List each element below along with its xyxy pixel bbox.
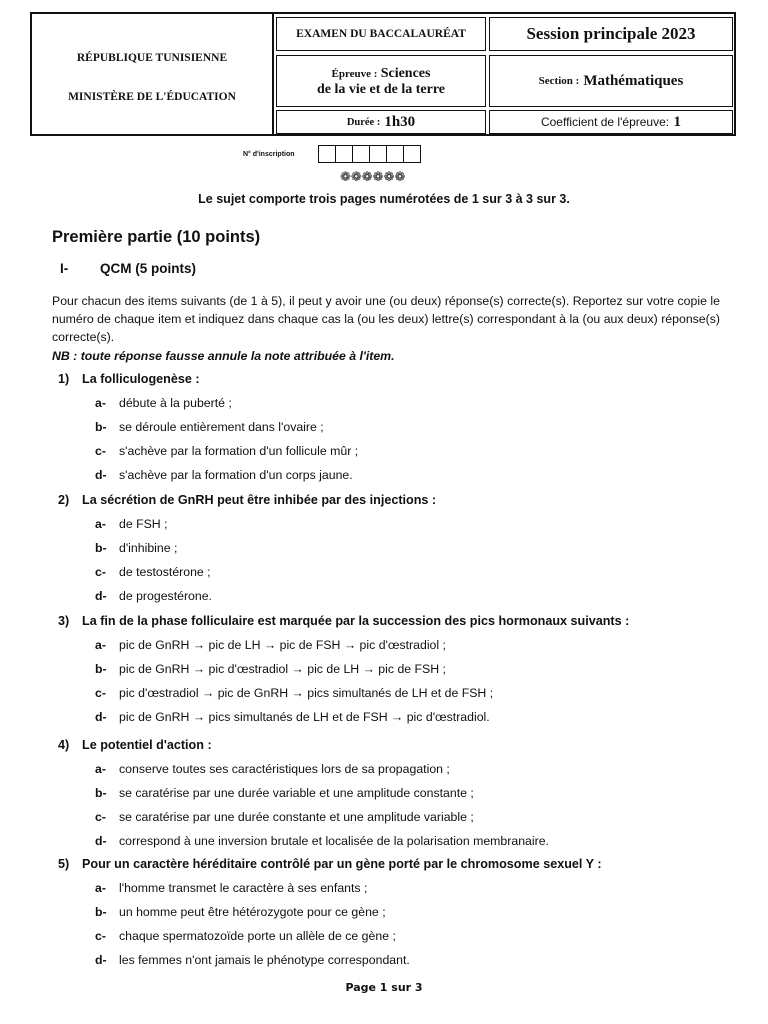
option-letter: a-: [95, 517, 106, 531]
inscription-digit-box[interactable]: [369, 145, 387, 163]
section-cell: [489, 55, 733, 107]
inscription-digit-box[interactable]: [318, 145, 336, 163]
inscription-label: N° d'inscription: [243, 151, 295, 158]
option-text: pic de GnRH → pic d'œstradiol → pic de LH → pic de FSH ;: [119, 662, 446, 676]
option-text: se caratérise par une durée variable et une amplitude constante ;: [119, 786, 474, 800]
option-letter: c-: [95, 929, 106, 943]
answer-option: [95, 834, 549, 848]
option-letter: a-: [95, 881, 106, 895]
inscription-digit-box[interactable]: [335, 145, 353, 163]
option-letter: a-: [95, 396, 106, 410]
option-letter: b-: [95, 662, 107, 676]
republic-label: RÉPUBLIQUE TUNISIENNE: [76, 52, 228, 64]
question-text: Pour un caractère héréditaire contrôlé par un gène porté par le chromosome sexuel Y :: [82, 857, 602, 871]
answer-option: [95, 396, 232, 410]
inscription-digit-box[interactable]: [386, 145, 404, 163]
section-title: QCM (5 points): [100, 261, 196, 276]
ornament-flourish: ❁❁❁❁❁❁: [340, 170, 406, 185]
option-letter: d-: [95, 468, 107, 482]
option-letter: b-: [95, 786, 107, 800]
epreuve-label: Épreuve :: [331, 67, 378, 80]
qcm-title: [60, 261, 196, 276]
instructions: Pour chacun des items suivants (de 1 à 5), il peut y avoir une (ou deux) réponse(s) correcte(s). Reportez sur votre copie le numéro de chaque item et indiquez dans chaque cas la (ou les deux) lettre(s) correspondant à la (ou aux deux) réponse(s) correcte(s).: [52, 294, 720, 344]
option-text: pic de GnRH → pic de LH → pic de FSH → pic d'œstradiol ;: [119, 638, 446, 652]
answer-option: [95, 881, 367, 895]
section-number: I-: [60, 261, 69, 276]
option-letter: d-: [95, 589, 107, 603]
part-title: Première partie (10 points): [52, 228, 261, 246]
epreuve-value-line2: de la vie et de la terre: [316, 81, 446, 97]
answer-option: [95, 589, 212, 603]
question-number: 3): [58, 614, 70, 628]
option-text: se déroule entièrement dans l'ovaire ;: [119, 420, 324, 434]
duree-label: Durée :: [346, 116, 381, 128]
exam-header: [30, 12, 736, 136]
nb-note: NB : toute réponse fausse annule la note attribuée à l'item.: [52, 349, 395, 363]
question-text: La sécrétion de GnRH peut être inhibée par des injections :: [82, 493, 437, 507]
ministry-label: MINISTÈRE DE L'ÉDUCATION: [68, 91, 236, 103]
option-letter: b-: [95, 905, 107, 919]
option-letter: b-: [95, 420, 107, 434]
header-institution: [32, 14, 274, 134]
option-text: de testostérone ;: [119, 565, 211, 579]
option-letter: c-: [95, 565, 106, 579]
answer-option: [95, 638, 446, 652]
duree-value: 1h30: [384, 113, 416, 130]
question-number: 4): [58, 738, 70, 752]
option-text: d'inhibine ;: [119, 541, 178, 555]
option-letter: a-: [95, 762, 106, 776]
answer-option: [95, 953, 410, 967]
option-text: de progestérone.: [119, 589, 212, 603]
option-letter: b-: [95, 541, 107, 555]
question-number: 2): [58, 493, 70, 507]
option-text: correspond à une inversion brutale et localisée de la polarisation membranaire.: [119, 834, 549, 848]
answer-option: [95, 786, 474, 800]
question-3: [58, 614, 629, 628]
section-value: Mathématiques: [583, 72, 684, 89]
option-letter: c-: [95, 686, 106, 700]
section-label: Section :: [538, 75, 580, 87]
question-2: [58, 493, 436, 507]
question-1: [58, 372, 200, 386]
question-text: La fin de la phase folliculaire est marquée par la succession des pics hormonaux suivants :: [82, 614, 630, 628]
option-text: conserve toutes ses caractéristiques lors de sa propagation ;: [119, 762, 450, 776]
inscription-digit-box[interactable]: [352, 145, 370, 163]
question-text: Le potentiel d'action :: [82, 738, 212, 752]
inscription-boxes[interactable]: [318, 145, 420, 163]
coef-label: Coefficient de l'épreuve:: [540, 115, 670, 129]
option-text: chaque spermatozoïde porte un allèle de ce gène ;: [119, 929, 396, 943]
option-text: débute à la puberté ;: [119, 396, 232, 410]
option-letter: c-: [95, 810, 106, 824]
option-text: pic de GnRH → pics simultanés de LH et de FSH → pic d'œstradiol.: [119, 710, 490, 724]
subject-note: Le sujet comporte trois pages numérotées de 1 sur 3 à 3 sur 3.: [198, 192, 570, 206]
answer-option: [95, 905, 386, 919]
option-text: s'achève par la formation d'un corps jaune.: [119, 468, 353, 482]
option-text: un homme peut être hétérozygote pour ce gène ;: [119, 905, 386, 919]
answer-option: [95, 444, 358, 458]
answer-option: [95, 541, 177, 555]
duree-cell: [276, 110, 486, 134]
answer-option: [95, 662, 446, 676]
question-number: 5): [58, 857, 70, 871]
answer-option: [95, 517, 168, 531]
option-letter: d-: [95, 710, 107, 724]
inscription-digit-box[interactable]: [403, 145, 421, 163]
page-footer: Page 1 sur 3: [345, 981, 423, 994]
question-text: La folliculogenèse :: [82, 372, 200, 386]
option-letter: c-: [95, 444, 106, 458]
answer-option: [95, 762, 450, 776]
epreuve-cell: [276, 55, 486, 107]
answer-option: [95, 686, 493, 700]
session-title: Session principale 2023: [489, 17, 733, 51]
option-letter: a-: [95, 638, 106, 652]
answer-option: [95, 420, 324, 434]
question-number: 1): [58, 372, 70, 386]
answer-option: [95, 710, 490, 724]
option-text: pic d'œstradiol → pic de GnRH → pics simultanés de LH et de FSH ;: [119, 686, 494, 700]
option-text: les femmes n'ont jamais le phénotype correspondant.: [119, 953, 410, 967]
option-text: l'homme transmet le caractère à ses enfants ;: [119, 881, 368, 895]
answer-option: [95, 468, 353, 482]
option-text: de FSH ;: [119, 517, 168, 531]
option-text: s'achève par la formation d'un follicule mûr ;: [119, 444, 359, 458]
question-5: [58, 857, 602, 871]
option-letter: d-: [95, 953, 107, 967]
question-4: [58, 738, 212, 752]
coef-value: 1: [673, 113, 682, 130]
coef-cell: [489, 110, 733, 134]
option-text: se caratérise par une durée constante et une amplitude variable ;: [119, 810, 474, 824]
option-letter: d-: [95, 834, 107, 848]
exam-title: EXAMEN DU BACCALAURÉAT: [276, 17, 486, 51]
answer-option: [95, 565, 211, 579]
epreuve-value-line1: Sciences: [380, 65, 431, 81]
answer-option: [95, 810, 474, 824]
answer-option: [95, 929, 396, 943]
